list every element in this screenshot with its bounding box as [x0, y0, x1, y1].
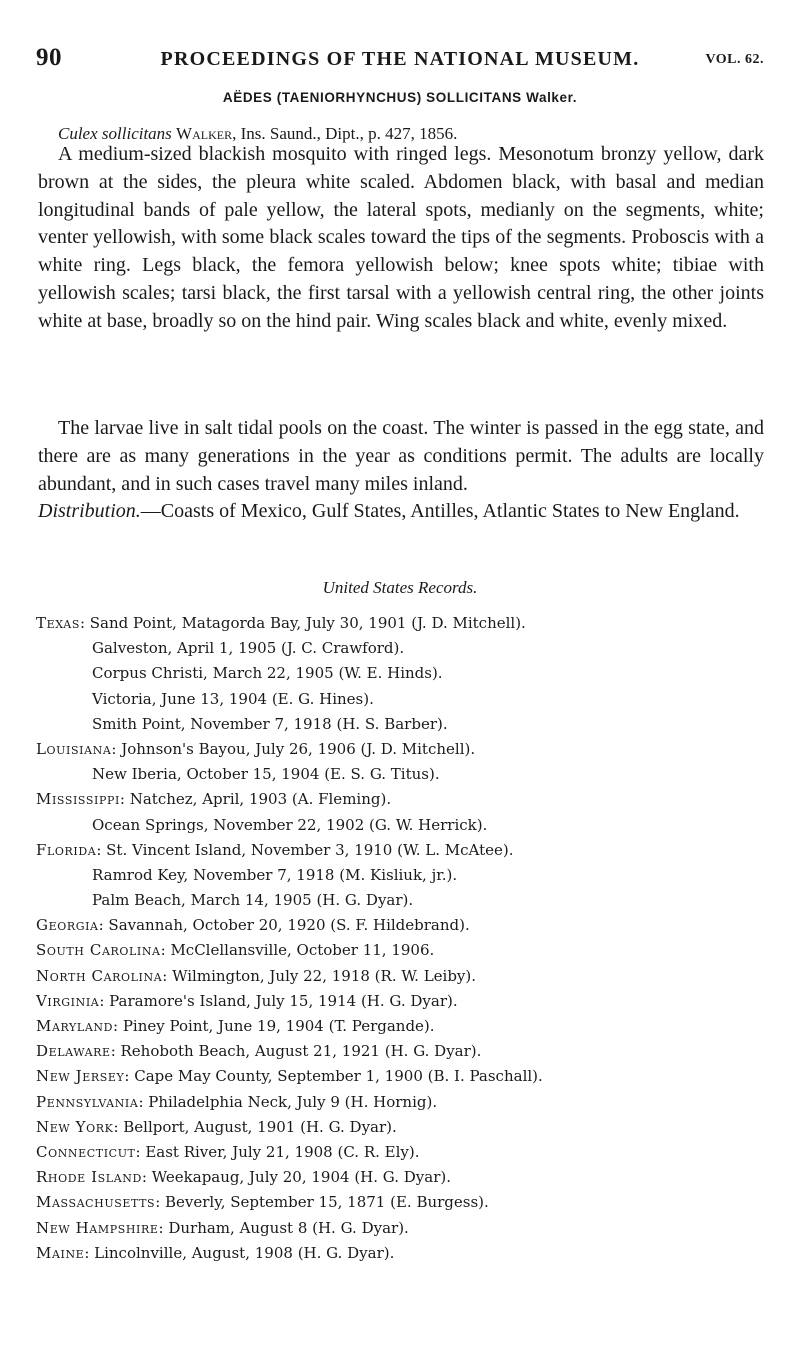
record-text: Ramrod Key, November 7, 1918 (M. Kisliuk, jr.).	[92, 865, 458, 884]
record-state: Maine	[36, 1243, 85, 1262]
record-state: Florida	[36, 840, 97, 859]
record-state: North Carolina	[36, 966, 163, 985]
record-text: St. Vincent Island, November 3, 1910 (W. L. McAtee).	[106, 840, 514, 859]
record-text: Cape May County, September 1, 1900 (B. I. Paschall).	[134, 1067, 543, 1086]
record-colon: :	[98, 916, 109, 935]
record-line	[36, 1190, 776, 1215]
record-state: Louisiana	[36, 739, 112, 758]
description-paragraph: A medium-sized blackish mosquito with ringed legs. Mesonotum bronzy yellow, dark brown at the sides, the pleura white scaled. Abdomen black, with basal and median longitudinal bands of pale yellow, the lateral spots, medianly on the segments, white; venter yellowish, with some black scales toward the tips of the segments. Proboscis with a white ring. Legs black, the femora yellowish below; knee spots white; tibiae with yellowish scales; tarsi black, the first tarsal with a yellowish central ring, the other joints white at base, broadly so on the hind pair. Wing scales black and white, evenly mixed.	[38, 143, 764, 332]
record-colon: :	[96, 840, 107, 859]
record-colon: :	[160, 941, 171, 960]
record-line	[36, 712, 776, 737]
record-colon: :	[99, 991, 110, 1010]
record-text: Bellport, August, 1901 (H. G. Dyar).	[123, 1117, 397, 1136]
record-text: Philadelphia Neck, July 9 (H. Hornig).	[148, 1092, 438, 1111]
record-colon: :	[141, 1168, 152, 1187]
record-line	[36, 888, 776, 913]
record-text: Piney Point, June 19, 1904 (T. Pergande).	[122, 1017, 435, 1035]
record-text: East River, July 21, 1908 (C. R. Ely).	[145, 1142, 420, 1161]
record-state: South Carolina	[36, 941, 161, 960]
record-colon: :	[79, 614, 90, 632]
record-line	[36, 787, 776, 812]
record-text: Durham, August 8 (H. G. Dyar).	[168, 1218, 409, 1237]
page-number: 90	[36, 44, 62, 71]
record-colon: :	[135, 1142, 146, 1161]
synonym-author: Walker,	[176, 124, 237, 143]
record-line	[36, 762, 776, 787]
record-text: Savannah, October 20, 1920 (S. F. Hildebrand).	[108, 916, 470, 935]
record-state: New Hampshire	[36, 1218, 159, 1237]
biology-paragraph	[38, 415, 764, 526]
record-line	[36, 661, 776, 686]
record-text: New Iberia, October 15, 1904 (E. S. G. Titus).	[92, 765, 440, 784]
record-text: Palm Beach, March 14, 1905 (H. G. Dyar).	[92, 891, 414, 910]
record-text: Ocean Springs, November 22, 1902 (G. W. Herrick).	[92, 815, 488, 834]
synonym-name: Culex sollicitans	[58, 124, 172, 143]
record-state: Maryland	[36, 1017, 114, 1035]
record-state: Connecticut	[36, 1142, 136, 1161]
record-line	[36, 863, 776, 888]
record-text: Weekapaug, July 20, 1904 (H. G. Dyar).	[151, 1168, 452, 1187]
record-line	[36, 1014, 776, 1039]
record-state: Mississippi	[36, 790, 120, 809]
distribution-label: Distribution.	[38, 500, 141, 523]
record-colon: :	[84, 1243, 95, 1262]
record-line	[36, 938, 776, 963]
record-colon: :	[111, 739, 122, 758]
record-colon: :	[110, 1042, 121, 1061]
record-text: Galveston, April 1, 1905 (J. C. Crawford).	[92, 639, 405, 658]
record-state: Massachusetts	[36, 1193, 156, 1212]
record-line	[36, 737, 776, 762]
record-state: Pennsylvania	[36, 1092, 139, 1111]
records-heading: United States Records.	[322, 578, 478, 597]
record-colon: :	[113, 1117, 124, 1136]
record-text: Paramore's Island, July 15, 1914 (H. G. Dyar).	[109, 991, 458, 1010]
record-colon: :	[113, 1017, 123, 1035]
record-text: McClellansville, October 11, 1906.	[170, 941, 435, 960]
synonym-citation: Ins. Saund., Dipt., p. 427, 1856.	[236, 124, 458, 143]
record-line	[36, 1115, 776, 1140]
record-state: New Jersey	[36, 1067, 125, 1086]
volume-label: VOL. 62.	[705, 52, 764, 67]
record-line	[36, 838, 776, 863]
biology-text: The larvae live in salt tidal pools on the coast. The winter is passed in the egg state, and there are as many generations in the year as conditions permit. The adults are locally abundant, and in such cases travel many miles inland.	[38, 417, 764, 495]
record-text: Rehoboth Beach, August 21, 1921 (H. G. Dyar).	[120, 1042, 482, 1061]
record-line	[36, 611, 776, 636]
record-text: Smith Point, November 7, 1918 (H. S. Barber).	[92, 714, 448, 733]
record-line	[36, 1039, 776, 1064]
record-line	[36, 964, 776, 989]
record-state: Virginia	[36, 991, 100, 1010]
record-state: Delaware	[36, 1042, 111, 1061]
record-line	[36, 1064, 776, 1089]
record-text: Victoria, June 13, 1904 (E. G. Hines).	[92, 689, 374, 708]
record-text: Johnson's Bayou, July 26, 1906 (J. D. Mitchell).	[121, 739, 476, 758]
record-line	[36, 1090, 776, 1115]
record-state: Georgia	[36, 916, 99, 935]
record-line	[36, 687, 776, 712]
running-header	[36, 44, 764, 72]
record-line	[36, 1241, 776, 1266]
species-heading: AËDES (TAENIORHYNCHUS) SOLLICITANS Walker.	[222, 90, 578, 105]
record-line	[36, 913, 776, 938]
record-text: Lincolnville, August, 1908 (H. G. Dyar).	[94, 1243, 395, 1262]
running-title: PROCEEDINGS OF THE NATIONAL MUSEUM.	[160, 48, 640, 70]
record-colon: :	[155, 1193, 166, 1212]
records-list	[36, 611, 776, 1266]
record-text: Wilmington, July 22, 1918 (R. W. Leiby).	[172, 966, 477, 985]
record-state: Rhode Island	[36, 1168, 142, 1187]
record-colon: :	[138, 1092, 149, 1111]
record-line	[36, 1216, 776, 1241]
distribution-text: —Coasts of Mexico, Gulf States, Antilles, Atlantic States to New England.	[140, 500, 740, 523]
record-colon: :	[162, 966, 173, 985]
record-text: Natchez, April, 1903 (A. Fleming).	[129, 790, 392, 809]
record-state: Texas	[36, 614, 80, 632]
record-line	[36, 1140, 776, 1165]
record-line	[36, 636, 776, 661]
record-colon: :	[124, 1067, 135, 1086]
record-line	[36, 813, 776, 838]
record-colon: :	[119, 790, 130, 809]
record-line	[36, 989, 776, 1014]
record-text: Sand Point, Matagorda Bay, July 30, 1901 (J. D. Mitchell).	[89, 614, 526, 632]
record-text: Corpus Christi, March 22, 1905 (W. E. Hinds).	[92, 664, 443, 683]
record-line	[36, 1165, 776, 1190]
record-state: New York	[36, 1117, 114, 1136]
record-colon: :	[158, 1218, 169, 1237]
record-text: Beverly, September 15, 1871 (E. Burgess).	[165, 1193, 489, 1212]
